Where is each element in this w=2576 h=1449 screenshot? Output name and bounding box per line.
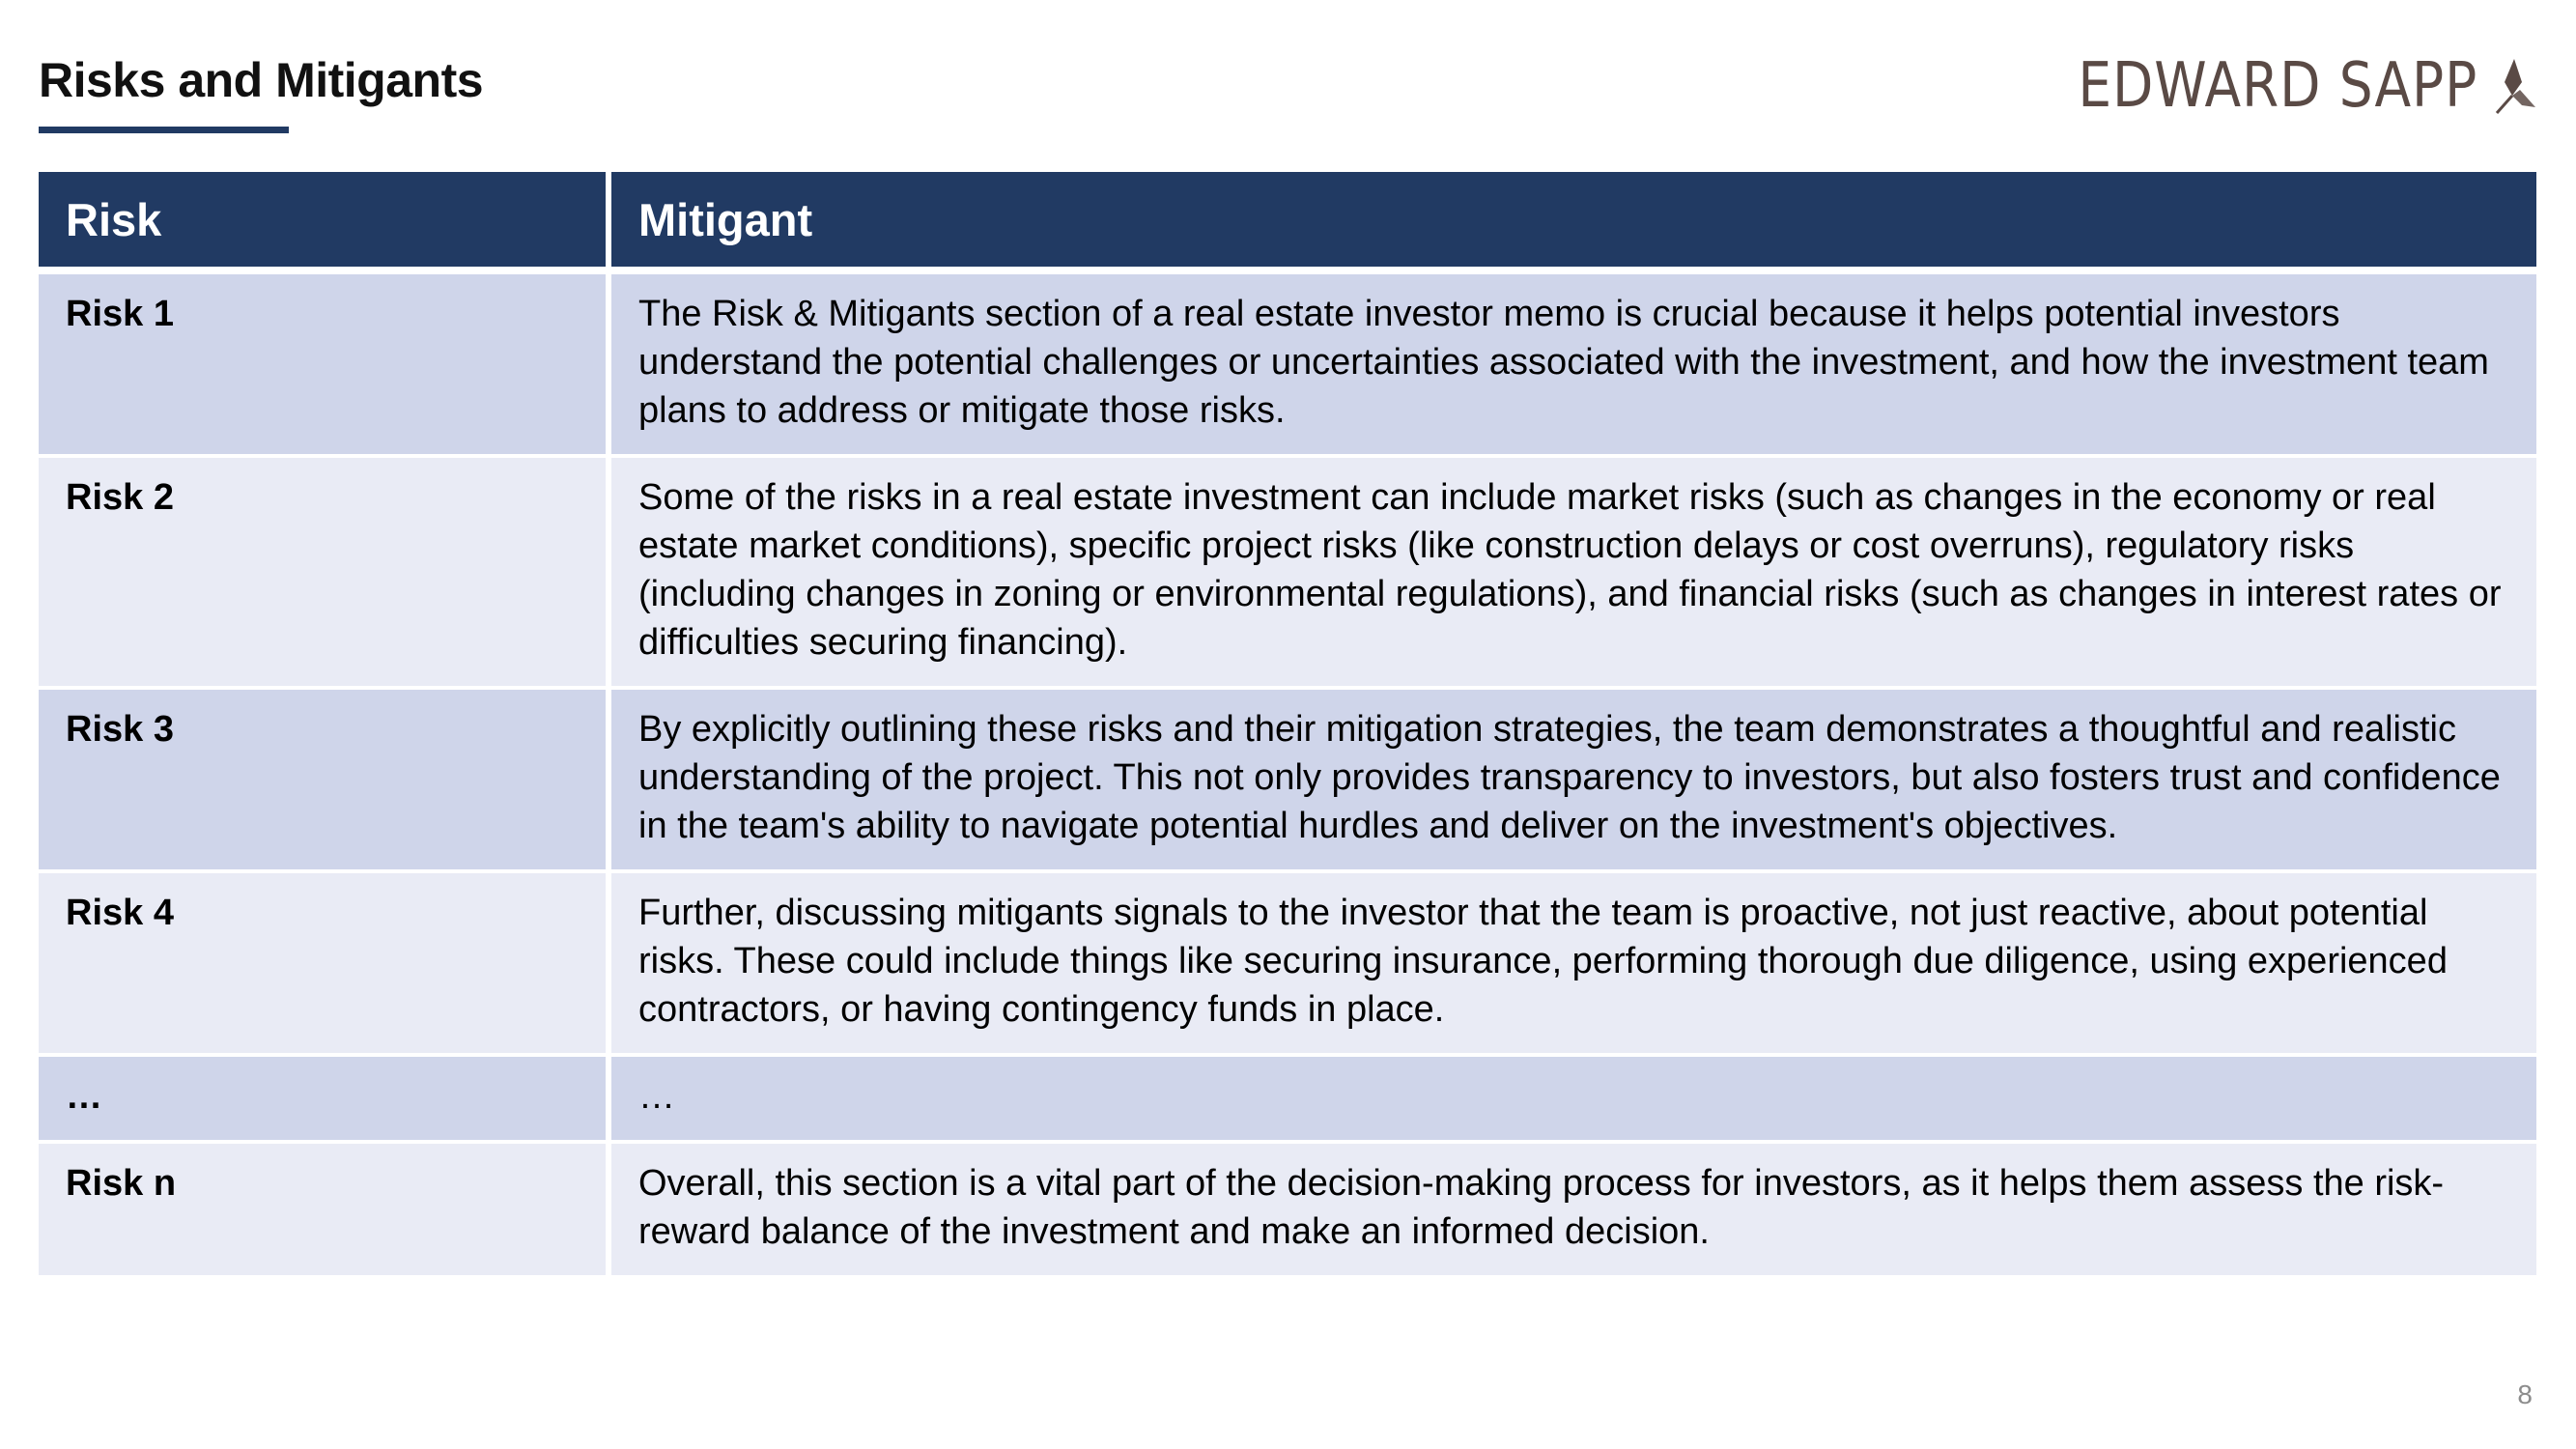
table-row bbox=[39, 1055, 2536, 1142]
risk-table bbox=[39, 172, 2536, 1279]
mitigant-cell: By explicitly outlining these risks and their mitigation strategies, the team demonstrates a thoughtful and realistic understanding of the project. This not only provides transparency to investors, but also fosters trust and confidence in the team's ability to navigate potential hurdles and deliver on the investment's objectives. bbox=[609, 688, 2536, 871]
table-header-row bbox=[39, 172, 2536, 270]
risk-name-cell: Risk 1 bbox=[39, 270, 609, 456]
mitigant-cell: Some of the risks in a real estate investment can include market risks (such as changes in the economy or real estate market conditions), specific project risks (like construction delays or cost overruns), regulatory risks (including changes in zoning or environmental regulations), and financial risks (such as changes in interest rates or difficulties securing financing). bbox=[609, 456, 2536, 688]
risk-column-header: Risk bbox=[39, 172, 609, 270]
logo-text: EDWARD SAPP bbox=[2078, 50, 2477, 122]
page-number: 8 bbox=[2517, 1379, 2533, 1409]
table-row bbox=[39, 688, 2536, 871]
table-row bbox=[39, 456, 2536, 688]
mitigant-cell: … bbox=[609, 1055, 2536, 1142]
risk-name-cell: Risk 2 bbox=[39, 456, 609, 688]
mitigant-column-header: Mitigant bbox=[609, 172, 2536, 270]
risk-name-cell: … bbox=[39, 1055, 609, 1142]
company-logo bbox=[2013, 50, 2537, 122]
risk-name-cell: Risk 4 bbox=[39, 871, 609, 1055]
table-row bbox=[39, 871, 2536, 1055]
mitigant-cell: Overall, this section is a vital part of the decision-making process for investors, as it helps them assess the risk-reward balance of the investment and make an informed decision. bbox=[609, 1142, 2536, 1277]
title-underline bbox=[39, 127, 289, 133]
table-row bbox=[39, 1142, 2536, 1277]
risk-name-cell: Risk n bbox=[39, 1142, 609, 1277]
mitigant-cell: Further, discussing mitigants signals to the investor that the team is proactive, not just reactive, about potential risks. These could include things like securing insurance, performing thorough due diligence, using experienced contractors, or having contingency funds in place. bbox=[609, 871, 2536, 1055]
page-title: Risks and Mitigants bbox=[39, 53, 484, 107]
risk-name-cell: Risk 3 bbox=[39, 688, 609, 871]
arrow-mark-icon bbox=[2493, 57, 2537, 115]
mitigant-cell: The Risk & Mitigants section of a real estate investor memo is crucial because it helps potential investors understand the potential challenges or uncertainties associated with the investment, and how the investment team plans to address or mitigate those risks. bbox=[609, 270, 2536, 456]
table-row bbox=[39, 270, 2536, 456]
